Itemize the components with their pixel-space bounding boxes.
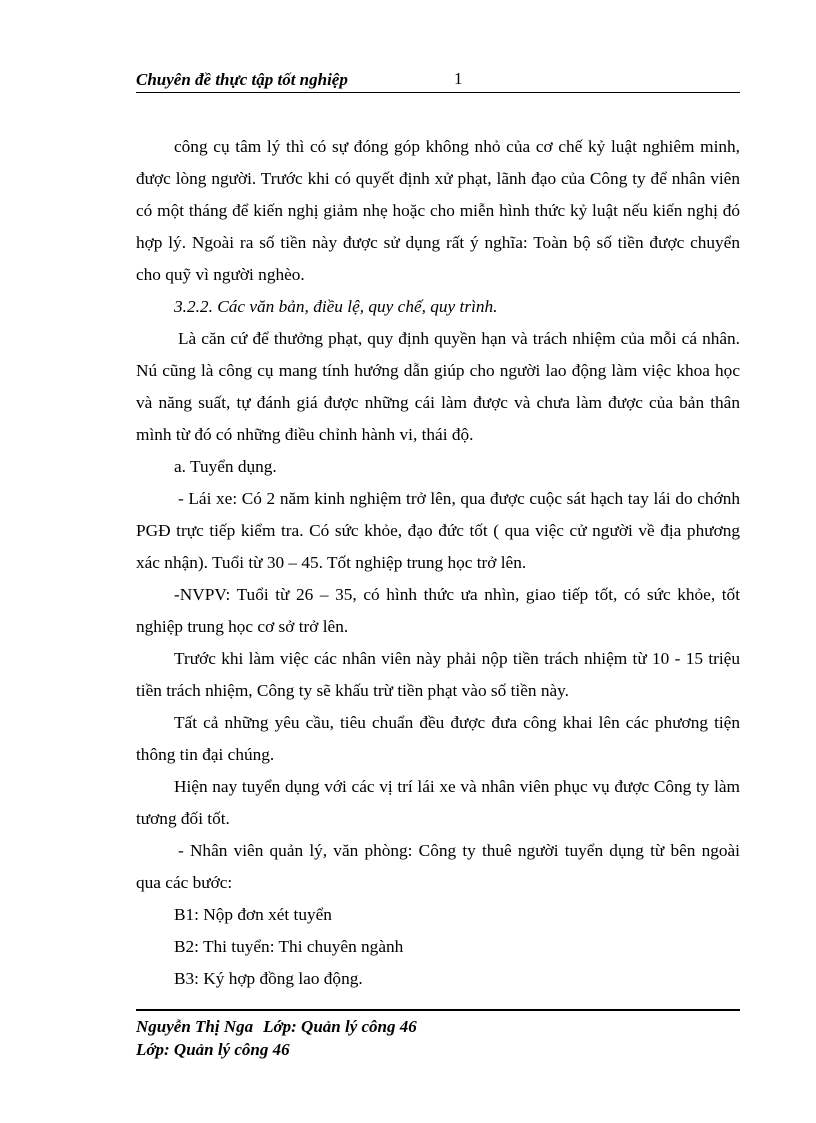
document-body [136, 131, 740, 995]
page-number: 1 [454, 69, 463, 88]
step-1: B1: Nộp đơn xét tuyển [174, 905, 332, 924]
footer-class-line: Lớp: Quản lý công 46 [136, 1040, 290, 1059]
paragraph-deposit: Trước khi làm việc các nhân viên này phải nộp tiền trách nhiệm từ 10 - 15 triệu tiền trách nhiệm, Công ty sẽ khấu trừ tiền phạt vào số tiền này. [136, 649, 740, 700]
paragraph-nvpv: -NVPV: Tuổi từ 26 – 35, có hình thức ưa nhìn, giao tiếp tốt, có sức khỏe, tốt nghiệp trung học cơ sở trở lên. [136, 585, 740, 636]
paragraph-current: Hiện nay tuyển dụng với các vị trí lái xe và nhân viên phục vụ được Công ty làm tương đối tốt. [136, 777, 740, 828]
paragraph-public: Tất cả những yêu cầu, tiêu chuẩn đều được đưa công khai lên các phương tiện thông tin đại chúng. [136, 713, 740, 764]
step-2: B2: Thi tuyển: Thi chuyên ngành [174, 937, 404, 956]
page-footer [136, 1009, 740, 1061]
footer-line-1 [136, 1015, 740, 1038]
paragraph-1: công cụ tâm lý thì có sự đóng góp không nhỏ của cơ chế kỷ luật nghiêm minh, được lòng người. Trước khi có quyết định xử phạt, lãnh đạo của Công ty để nhân viên có một tháng để kiến nghị giảm nhẹ hoặc cho miễn hình thức kỷ luật nếu kiến nghị đó hợp lý. Ngoài ra số tiền này được sử dụng rất ý nghĩa: Toàn bộ số tiền được chuyển cho quỹ vì người nghèo. [136, 137, 740, 284]
section-heading: 3.2.2. Các văn bản, điều lệ, quy chế, quy trình. [174, 297, 498, 316]
paragraph-office: - Nhân viên quản lý, văn phòng: Công ty thuê người tuyển dụng từ bên ngoài qua các bước: [136, 841, 740, 892]
footer-class-inline: Lớp: Quản lý công 46 [263, 1017, 417, 1036]
subheading-recruitment: a. Tuyển dụng. [174, 457, 277, 476]
paragraph-driver: - Lái xe: Có 2 năm kinh nghiệm trở lên, qua được cuộc sát hạch tay lái do chớnh PGĐ trực tiếp kiểm tra. Có sức khỏe, đạo đức tốt ( qua việc cử người về địa phương xác nhận). Tuổi từ 30 – 45. Tốt nghiệp trung học trở lên. [136, 489, 740, 572]
header-title: Chuyên đề thực tập tốt nghiệp [136, 70, 348, 89]
step-3: B3: Ký hợp đồng lao động. [174, 969, 363, 988]
page-header [136, 68, 740, 93]
footer-author: Nguyễn Thị Nga [136, 1017, 254, 1036]
paragraph-2: Là căn cứ để thưởng phạt, quy định quyền hạn và trách nhiệm của mỗi cá nhân. Nú cũng là công cụ mang tính hướng dẫn giúp cho người lao động làm việc khoa học và năng suất, tự đánh giá được những cái làm được và chưa làm được của bản thân mình từ đó có những điều chỉnh hành vi, thái độ. [136, 329, 740, 444]
